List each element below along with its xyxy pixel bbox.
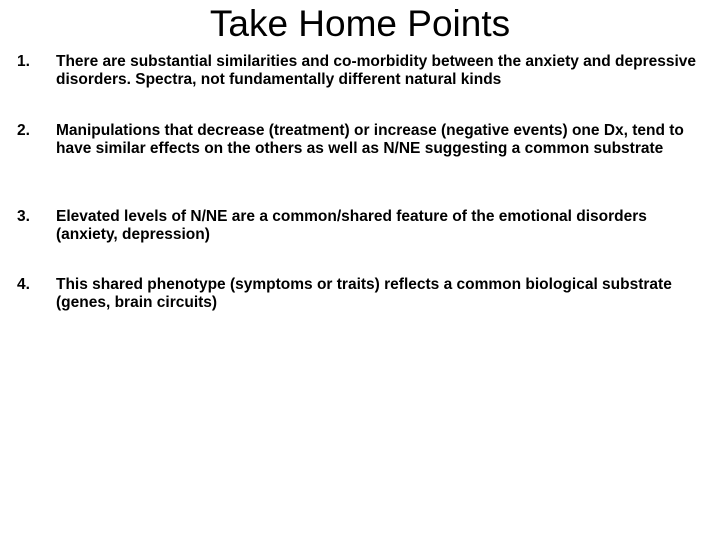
point-item-2 <box>0 122 696 158</box>
point-number: 1. <box>17 53 30 70</box>
point-number: 4. <box>17 276 30 293</box>
slide-title: Take Home Points <box>209 3 511 44</box>
point-item-3 <box>0 208 696 244</box>
point-number: 3. <box>17 208 30 225</box>
point-text: There are substantial similarities and co-morbidity between the anxiety and depressive disorders. Spectra, not fundamentally different natural kinds <box>56 53 697 88</box>
point-item-4 <box>0 276 696 312</box>
point-item-1 <box>0 53 696 89</box>
point-number: 2. <box>17 122 30 139</box>
point-text: This shared phenotype (symptoms or traits) reflects a common biological substrate (genes, brain circuits) <box>56 276 672 311</box>
point-text: Elevated levels of N/NE are a common/shared feature of the emotional disorders (anxiety, depression) <box>56 208 647 243</box>
point-text: Manipulations that decrease (treatment) or increase (negative events) one Dx, tend to have similar effects on the others as well as N/NE suggesting a common substrate <box>56 122 684 157</box>
